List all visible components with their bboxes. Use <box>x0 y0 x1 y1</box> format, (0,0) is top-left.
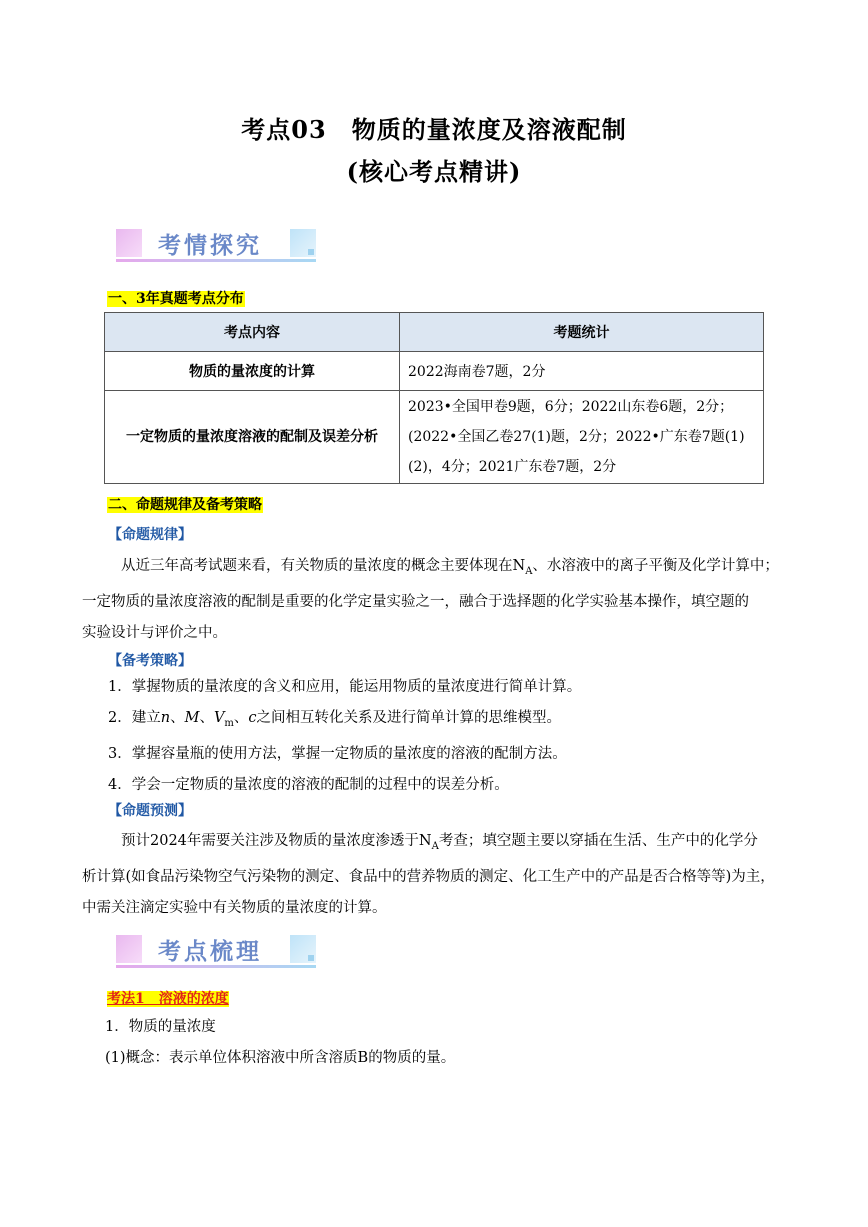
banner-deco-right <box>290 229 316 257</box>
strategy-list <box>108 672 788 801</box>
method-content <box>105 1012 785 1074</box>
list-item: 2．建立n、M、$V_m$、c之间相互转化关系及进行简单计算的思维模型。 <box>108 710 562 729</box>
table-header-topic: 考点内容 <box>105 313 400 352</box>
table-row <box>105 391 764 484</box>
doc-title: 考点03 物质的量浓度及溶液配制 <box>241 115 627 144</box>
table-header-stats: 考题统计 <box>400 313 764 352</box>
section-heading-strategy: 二、命题规律及备考策略 <box>108 497 262 513</box>
section-banner-exam-analysis <box>116 229 316 269</box>
table-row <box>105 352 764 391</box>
doc-subtitle: (核心考点精讲) <box>346 157 522 186</box>
label-prediction: 【命题预测】 <box>108 803 192 819</box>
table-header-row <box>105 313 764 352</box>
section-heading-distribution: 一、3年真题考点分布 <box>108 291 244 307</box>
banner-deco-left <box>116 229 142 257</box>
method-heading: 考法1 溶液的浓度 <box>107 991 229 1007</box>
banner-deco-left <box>116 935 142 963</box>
list-item: (1)概念：表示单位体积溶液中所含溶质B的物质的量。 <box>105 1050 456 1066</box>
banner-title: 考点梳理 <box>158 939 262 965</box>
rules-paragraph: 从近三年高考试题来看，有关物质的量浓度的概念主要体现在$N_A$、水溶液中的离子平衡及化学计算中； 一定物质的量浓度溶液的配制是重要的化学定量实验之一，融合于选择题的化学实验基本操作，填空题的 实验设计与评价之中。 <box>82 558 779 641</box>
list-item: 4．学会一定物质的量浓度的溶液的配制的过程中的误差分析。 <box>108 776 509 793</box>
exam-stats-table <box>104 312 764 484</box>
prediction-paragraph: 预计2024年需要关注涉及物质的量浓度渗透于$N_A$考查；填空题主要以穿插在生活、生产中的化学分 析计算(如食品污染物空气污染物的测定、食品中的营养物质的测定、化工生产中的产品是否合格等等)为主， 中需关注滴定实验中有关物质的量浓度的计算。 <box>82 833 775 916</box>
label-strategy: 【备考策略】 <box>108 653 192 669</box>
banner-title: 考情探究 <box>158 233 262 259</box>
label-rules: 【命题规律】 <box>108 527 192 543</box>
list-item: 3．掌握容量瓶的使用方法，掌握一定物质的量浓度的溶液的配制方法。 <box>108 745 567 762</box>
banner-deco-right <box>290 935 316 963</box>
list-item: 1．掌握物质的量浓度的含义和应用，能运用物质的量浓度进行简单计算。 <box>108 679 582 695</box>
table-cell-stats: 2023•全国甲卷9题，6分；2022山东卷6题，2分；(2022•全国乙卷27(1)题，2分；2022•广东卷7题(1)(2)，4分；2021广东卷7题，2分 <box>400 391 764 484</box>
section-banner-key-points <box>116 935 316 975</box>
table-cell-topic: 一定物质的量浓度溶液的配制及误差分析 <box>105 391 400 484</box>
list-item: 1．物质的量浓度 <box>105 1019 216 1035</box>
table-cell-topic: 物质的量浓度的计算 <box>105 352 400 391</box>
table-cell-stats: 2022海南卷7题，2分 <box>400 352 764 391</box>
